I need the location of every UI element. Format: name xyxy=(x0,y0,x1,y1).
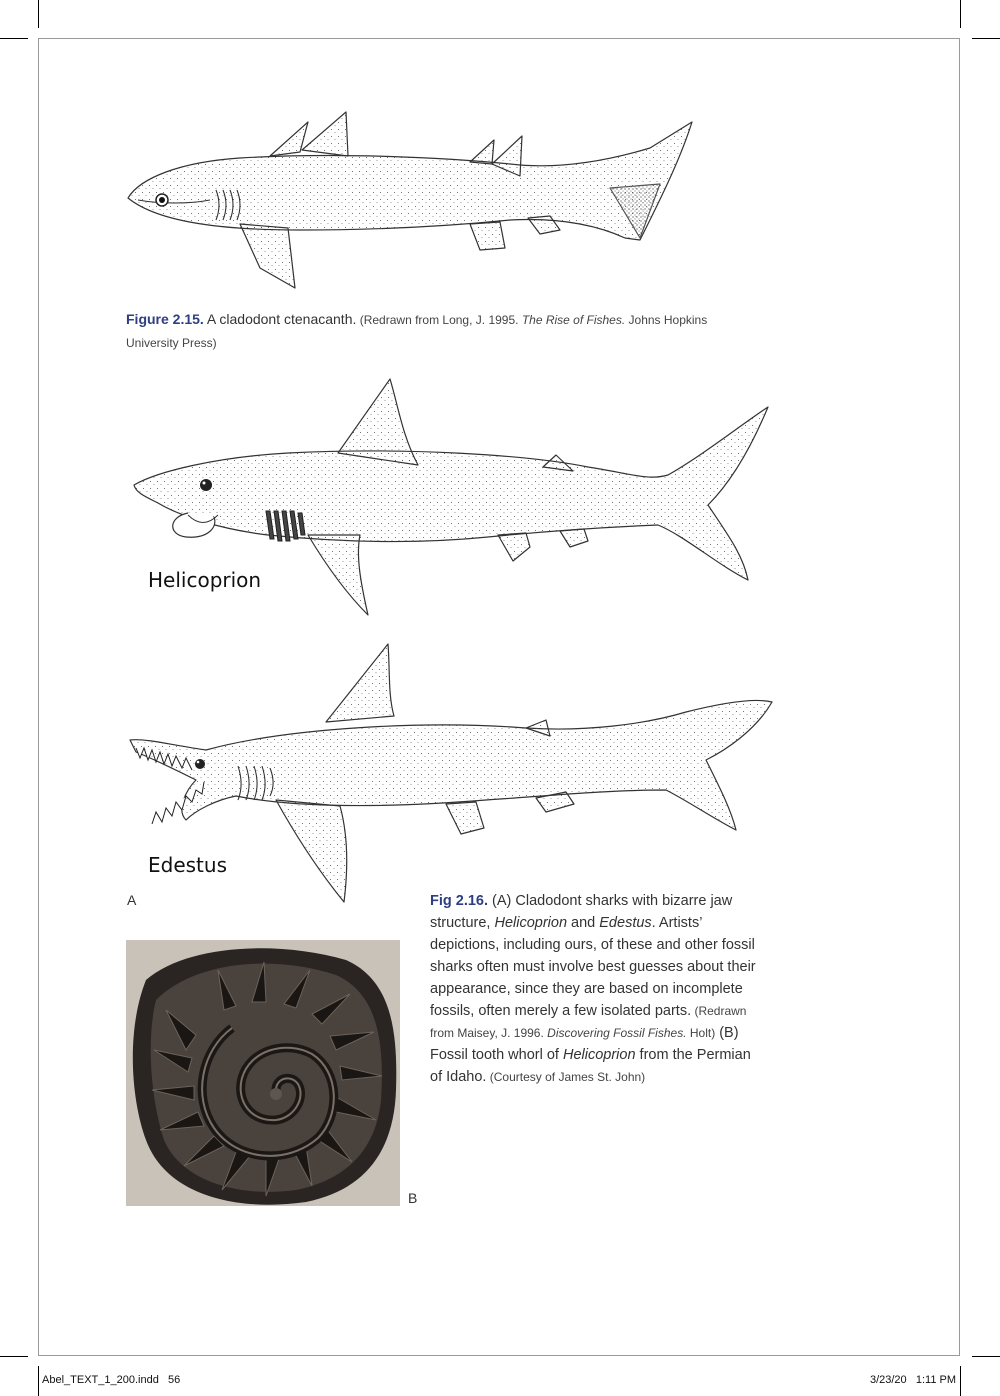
crop-mark xyxy=(960,0,961,28)
caption-text: and xyxy=(567,915,600,931)
panel-b-label: B xyxy=(408,1190,418,1206)
caption-genus: Helicoprion xyxy=(494,915,568,931)
figure-2-16-caption xyxy=(430,890,760,1088)
caption-genus: Helicoprion xyxy=(562,1047,636,1063)
crop-mark xyxy=(972,1356,1000,1357)
panel-a-label: A xyxy=(127,892,137,908)
figure-label: Figure 2.15. xyxy=(126,311,204,327)
credit-text: (Redrawn from Maisey, J. 1996. xyxy=(430,1004,747,1040)
crop-mark xyxy=(38,0,39,28)
helicoprion-tooth-whorl-photo xyxy=(126,940,400,1206)
edestus-label: Edestus xyxy=(148,853,227,877)
helicoprion-label: Helicoprion xyxy=(148,568,262,592)
ctenacanth-shark-illustration xyxy=(120,100,710,300)
crop-mark xyxy=(960,1366,961,1396)
crop-mark xyxy=(0,38,28,39)
slug-date-info: 3/23/20 1:11 PM xyxy=(869,1374,956,1386)
credit-text: Johns Hopkins University Press) xyxy=(126,313,708,350)
credit-book-title: Discovering Fossil Fishes. xyxy=(547,1026,687,1040)
caption-genus: Edestus xyxy=(599,915,652,931)
caption-text: (B) Fossil tooth whorl of xyxy=(430,1025,739,1063)
slug-file-info: Abel_TEXT_1_200.indd 56 xyxy=(42,1374,181,1386)
caption-text: . Artists’ depictions, including ours, of these and other fossil sharks often must involve best guesses about their appearance, since they are based on incomplete fossils, often merely a few isolated parts. xyxy=(430,915,756,1019)
credit-text: Holt) xyxy=(686,1026,716,1040)
credit-text: (Redrawn from Long, J. 1995. xyxy=(356,313,522,327)
crop-mark xyxy=(0,1356,28,1357)
crop-mark xyxy=(38,1366,39,1396)
caption-text: (A) Cladodont sharks with bizarre jaw structure, xyxy=(430,893,733,931)
caption-text: from the Permian of Idaho. xyxy=(430,1047,751,1085)
caption-text: A cladodont ctenacanth. xyxy=(203,311,357,327)
figure-label: Fig 2.16. xyxy=(430,893,489,909)
credit-book-title: The Rise of Fishes. xyxy=(521,313,626,327)
crop-mark xyxy=(972,38,1000,39)
figure-2-15-caption xyxy=(126,308,716,354)
credit-text: (Courtesy of James St. John) xyxy=(486,1070,646,1084)
